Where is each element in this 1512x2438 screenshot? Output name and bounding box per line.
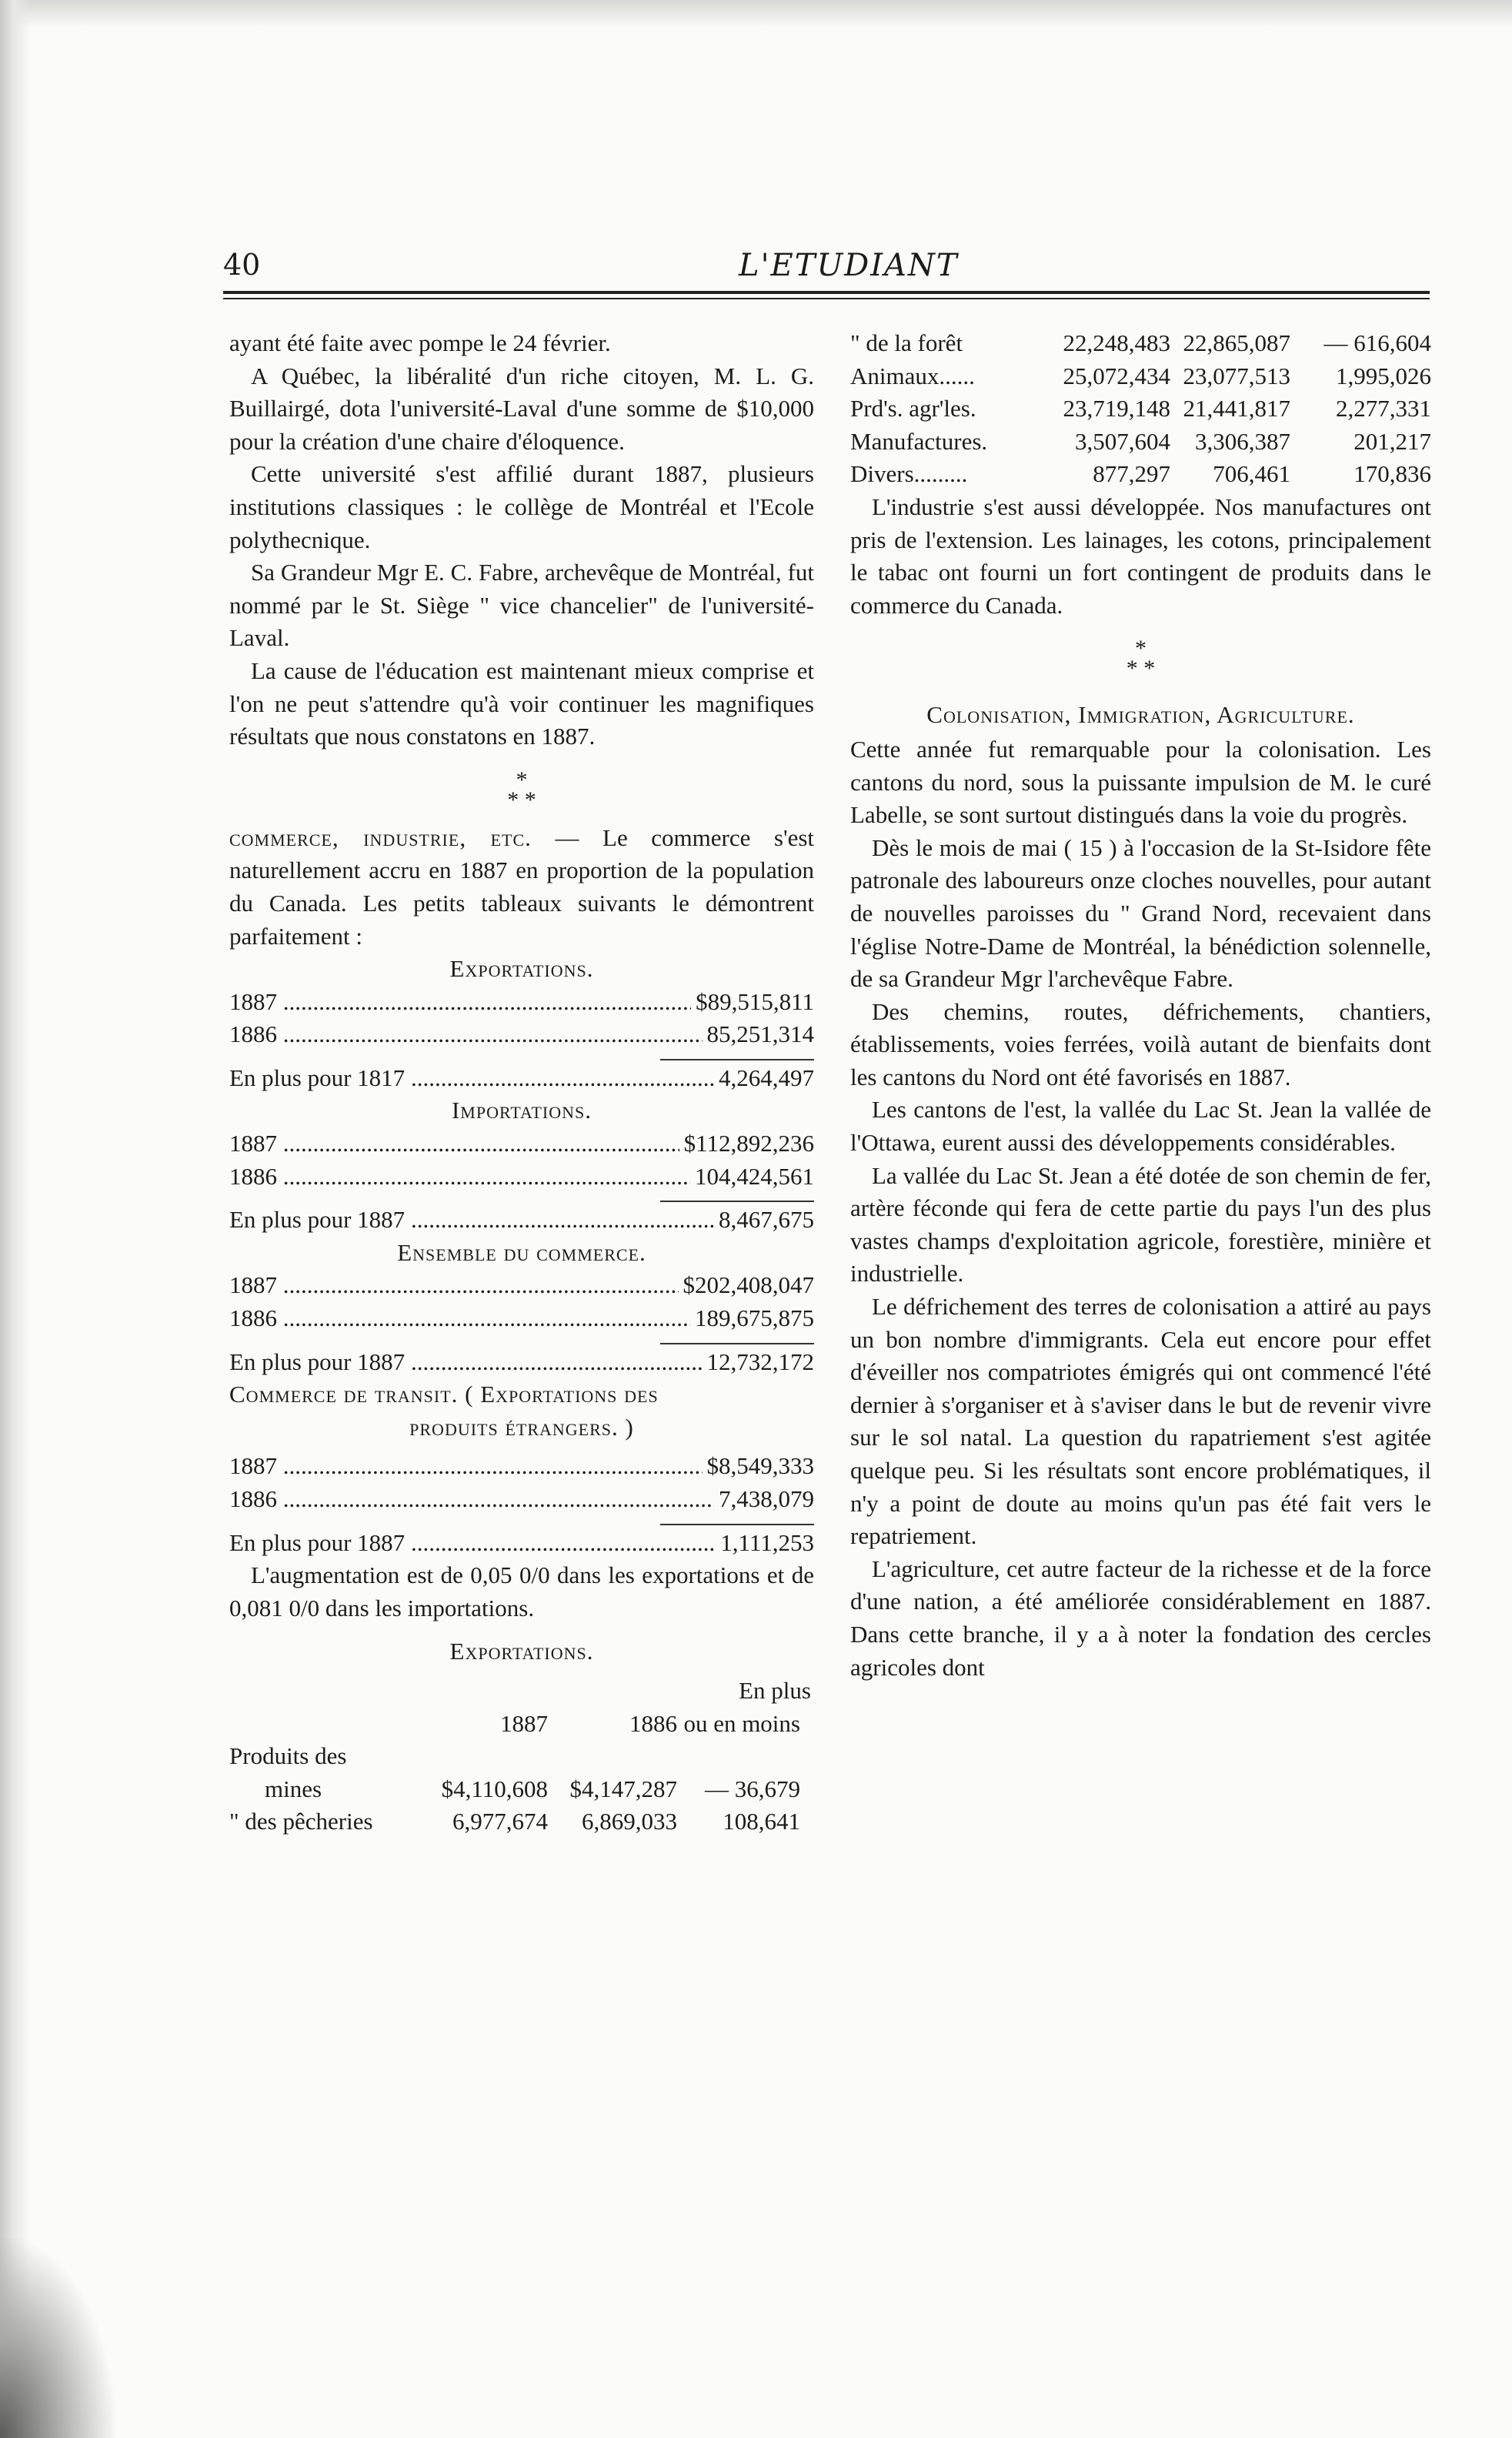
sum-rule [660,1524,814,1525]
table-title: Exportations. [449,1638,594,1665]
paragraph: Cette université s'est affilié durant 1887, plusieurs institutions classiques : le collège de Montréal et l'Ecole polythecnique. [229,460,814,553]
column-header: 1887 [500,1709,548,1737]
table-row: Prd's. agr'les. 23,719,148 21,441,817 2,277,331 [850,395,1431,422]
paragraph: L'augmentation est de 0,05 0/0 dans les exportations et de 0,081 0/0 dans les importations. [229,1561,814,1621]
table-title: Importations. [451,1097,592,1124]
table-row: 1886 ..... 189,675,875 [229,1302,814,1335]
paragraph: La cause de l'éducation est maintenant mieux comprise et l'on ne peut s'attendre qu'à voir continuer les magnifiques résultats que nous constatons en 1887. [229,656,814,750]
running-title: L'ETUDIANT [739,248,959,283]
table-row: 1886 ..... 104,424,561 [229,1161,814,1194]
row-label: Produits des [229,1742,347,1770]
paragraph: Cette année fut remarquable pour la colonisation. Les cantons du nord, sous la puissante impulsion de M. le curé Labelle, se sont surtout distingués dans la voie du progrès. [850,735,1431,829]
page-number: 40 [223,248,261,282]
table-title: Ensemble du commerce. [397,1238,646,1266]
table-head-row [229,1708,814,1741]
table-row: Divers......... 877,297 706,461 170,836 [850,460,1431,488]
table-total-row: En plus pour 1887 ..... 12,732,172 [229,1346,814,1379]
column-header: 1886 [629,1709,677,1737]
paragraph [229,822,814,953]
star: * [1135,636,1147,662]
section-heading: Colonisation, Immigration, Agriculture. [926,701,1355,729]
right-column [850,327,1431,1684]
table-row: 1887 ..... $112,892,236 [229,1127,814,1161]
section-heading: commerce, industrie, etc. [229,823,532,851]
table-row: 1886 ..... 7,438,079 [229,1483,814,1516]
table-row: 1887 ..... $8,549,333 [229,1450,814,1483]
star-pair: * * [507,787,536,813]
header-rule-thin [223,298,1430,299]
table-row: 1887 ..... $89,515,811 [229,986,814,1019]
table-row: 1886 ..... 85,251,314 [229,1018,814,1051]
scan-smudge [0,2238,115,2438]
paragraph: L'industrie s'est aussi développée. Nos manufactures ont pris de l'extension. Les lainages, les cotons, principalement le tabac ont fourni un fort contingent de produits dans le commerce du Canada. [850,493,1431,619]
section-separator-stars [229,753,814,819]
table-head: En plus [739,1676,811,1704]
paragraph: La vallée du Lac St. Jean a été dotée de son chemin de fer, artère féconde qui fera de cette partie du pays l'un des plus vastes champs d'exploitation agricole, forestière, minière et industrielle. [850,1161,1431,1287]
header-rule-thick [223,291,1430,294]
paragraph: Les cantons de l'est, la vallée du Lac St. Jean la vallée de l'Ottawa, eurent aussi des développements considérables. [850,1096,1431,1157]
running-header [223,248,1424,286]
page-shadow-top [0,0,1512,28]
table-total-row: En plus pour 1887 ..... 8,467,675 [229,1204,814,1237]
table-row: " des pêcheries 6,977,674 6,869,033 108,641 [229,1808,800,1835]
table-row: mines $4,110,608 $4,147,287 — 36,679 [265,1775,800,1802]
table-row: Manufactures. 3,507,604 3,306,387 201,217 [850,427,1431,455]
sum-rule [660,1059,814,1060]
paragraph: Dès le mois de mai ( 15 ) à l'occasion de la St-Isidore fête patronale des laboureurs onze cloches nouvelles, pour autant de nouvelles paroisses du " Grand Nord, recevaient dans l'église Notre-Dame de Montréal, la bénédiction solennelle, de sa Grandeur Mgr l'archevêque Fabre. [850,833,1431,993]
paragraph: L'agriculture, cet autre facteur de la richesse et de la force d'une nation, a été améliorée considérablement en 1887. Dans cette branche, il y a à noter la fondation des cercles agricoles dont [850,1555,1431,1681]
star: * [516,766,528,793]
column-header: ou en moins [683,1709,800,1737]
table-title: Commerce de transit. ( Exportations des [229,1381,659,1408]
table-row: Animaux...... 25,072,434 23,077,513 1,995,026 [850,362,1431,389]
paragraph: A Québec, la libéralité d'un riche citoyen, M. L. G. Buillairgé, dota l'université-Laval d'une somme de $10,000 pour la création d'une chaire d'éloquence. [229,362,814,455]
star-pair: * * [1126,656,1156,682]
paragraph: Le défrichement des terres de colonisation a attiré au pays un bon nombre d'immigrants. Cela eut encore pour effet d'éveiller nos compatriotes émigrés qui ont commencé l'été dernier à s'organiser et à s'aviser dans le but de revenir vivre sur le sol natal. La question du rapatriement s'est agitée quelque peu. Si les résultats sont encore problématiques, il n'y a point de doute au moins qu'un pas été fait vers le repatriement. [850,1293,1431,1550]
table-row: " de la forêt 22,248,483 22,865,087 — 616,604 [850,329,1431,356]
section-text: — Le commerce s'est naturellement accru en 1887 en proportion de la population du Canada. Les petits tableaux suivants le démontrent parfaitement : [229,823,815,950]
paragraph: ayant été faite avec pompe le 24 février. [229,329,611,356]
sum-rule [660,1343,814,1344]
paragraph: Sa Grandeur Mgr E. C. Fabre, archevêque de Montréal, fut nommé par le St. Siège " vice chancelier" de l'université-Laval. [229,559,814,652]
table-total-row: En plus pour 1887 ..... 1,111,253 [229,1527,814,1560]
page-shadow-left [0,0,31,2438]
sum-rule [660,1201,814,1202]
table-row: 1887 ..... $202,408,047 [229,1269,814,1302]
table-title: Exportations. [449,955,594,983]
left-column [229,327,814,1839]
section-separator-stars [850,622,1431,699]
paragraph: Des chemins, routes, défrichements, chantiers, établissements, voies ferrées, voilà autant de bienfaits dont les cantons du Nord ont été favorisés en 1887. [850,997,1431,1090]
table-total-row: En plus pour 1817 ..... 4,264,497 [229,1062,814,1095]
table-title: produits étrangers. ) [409,1413,634,1441]
